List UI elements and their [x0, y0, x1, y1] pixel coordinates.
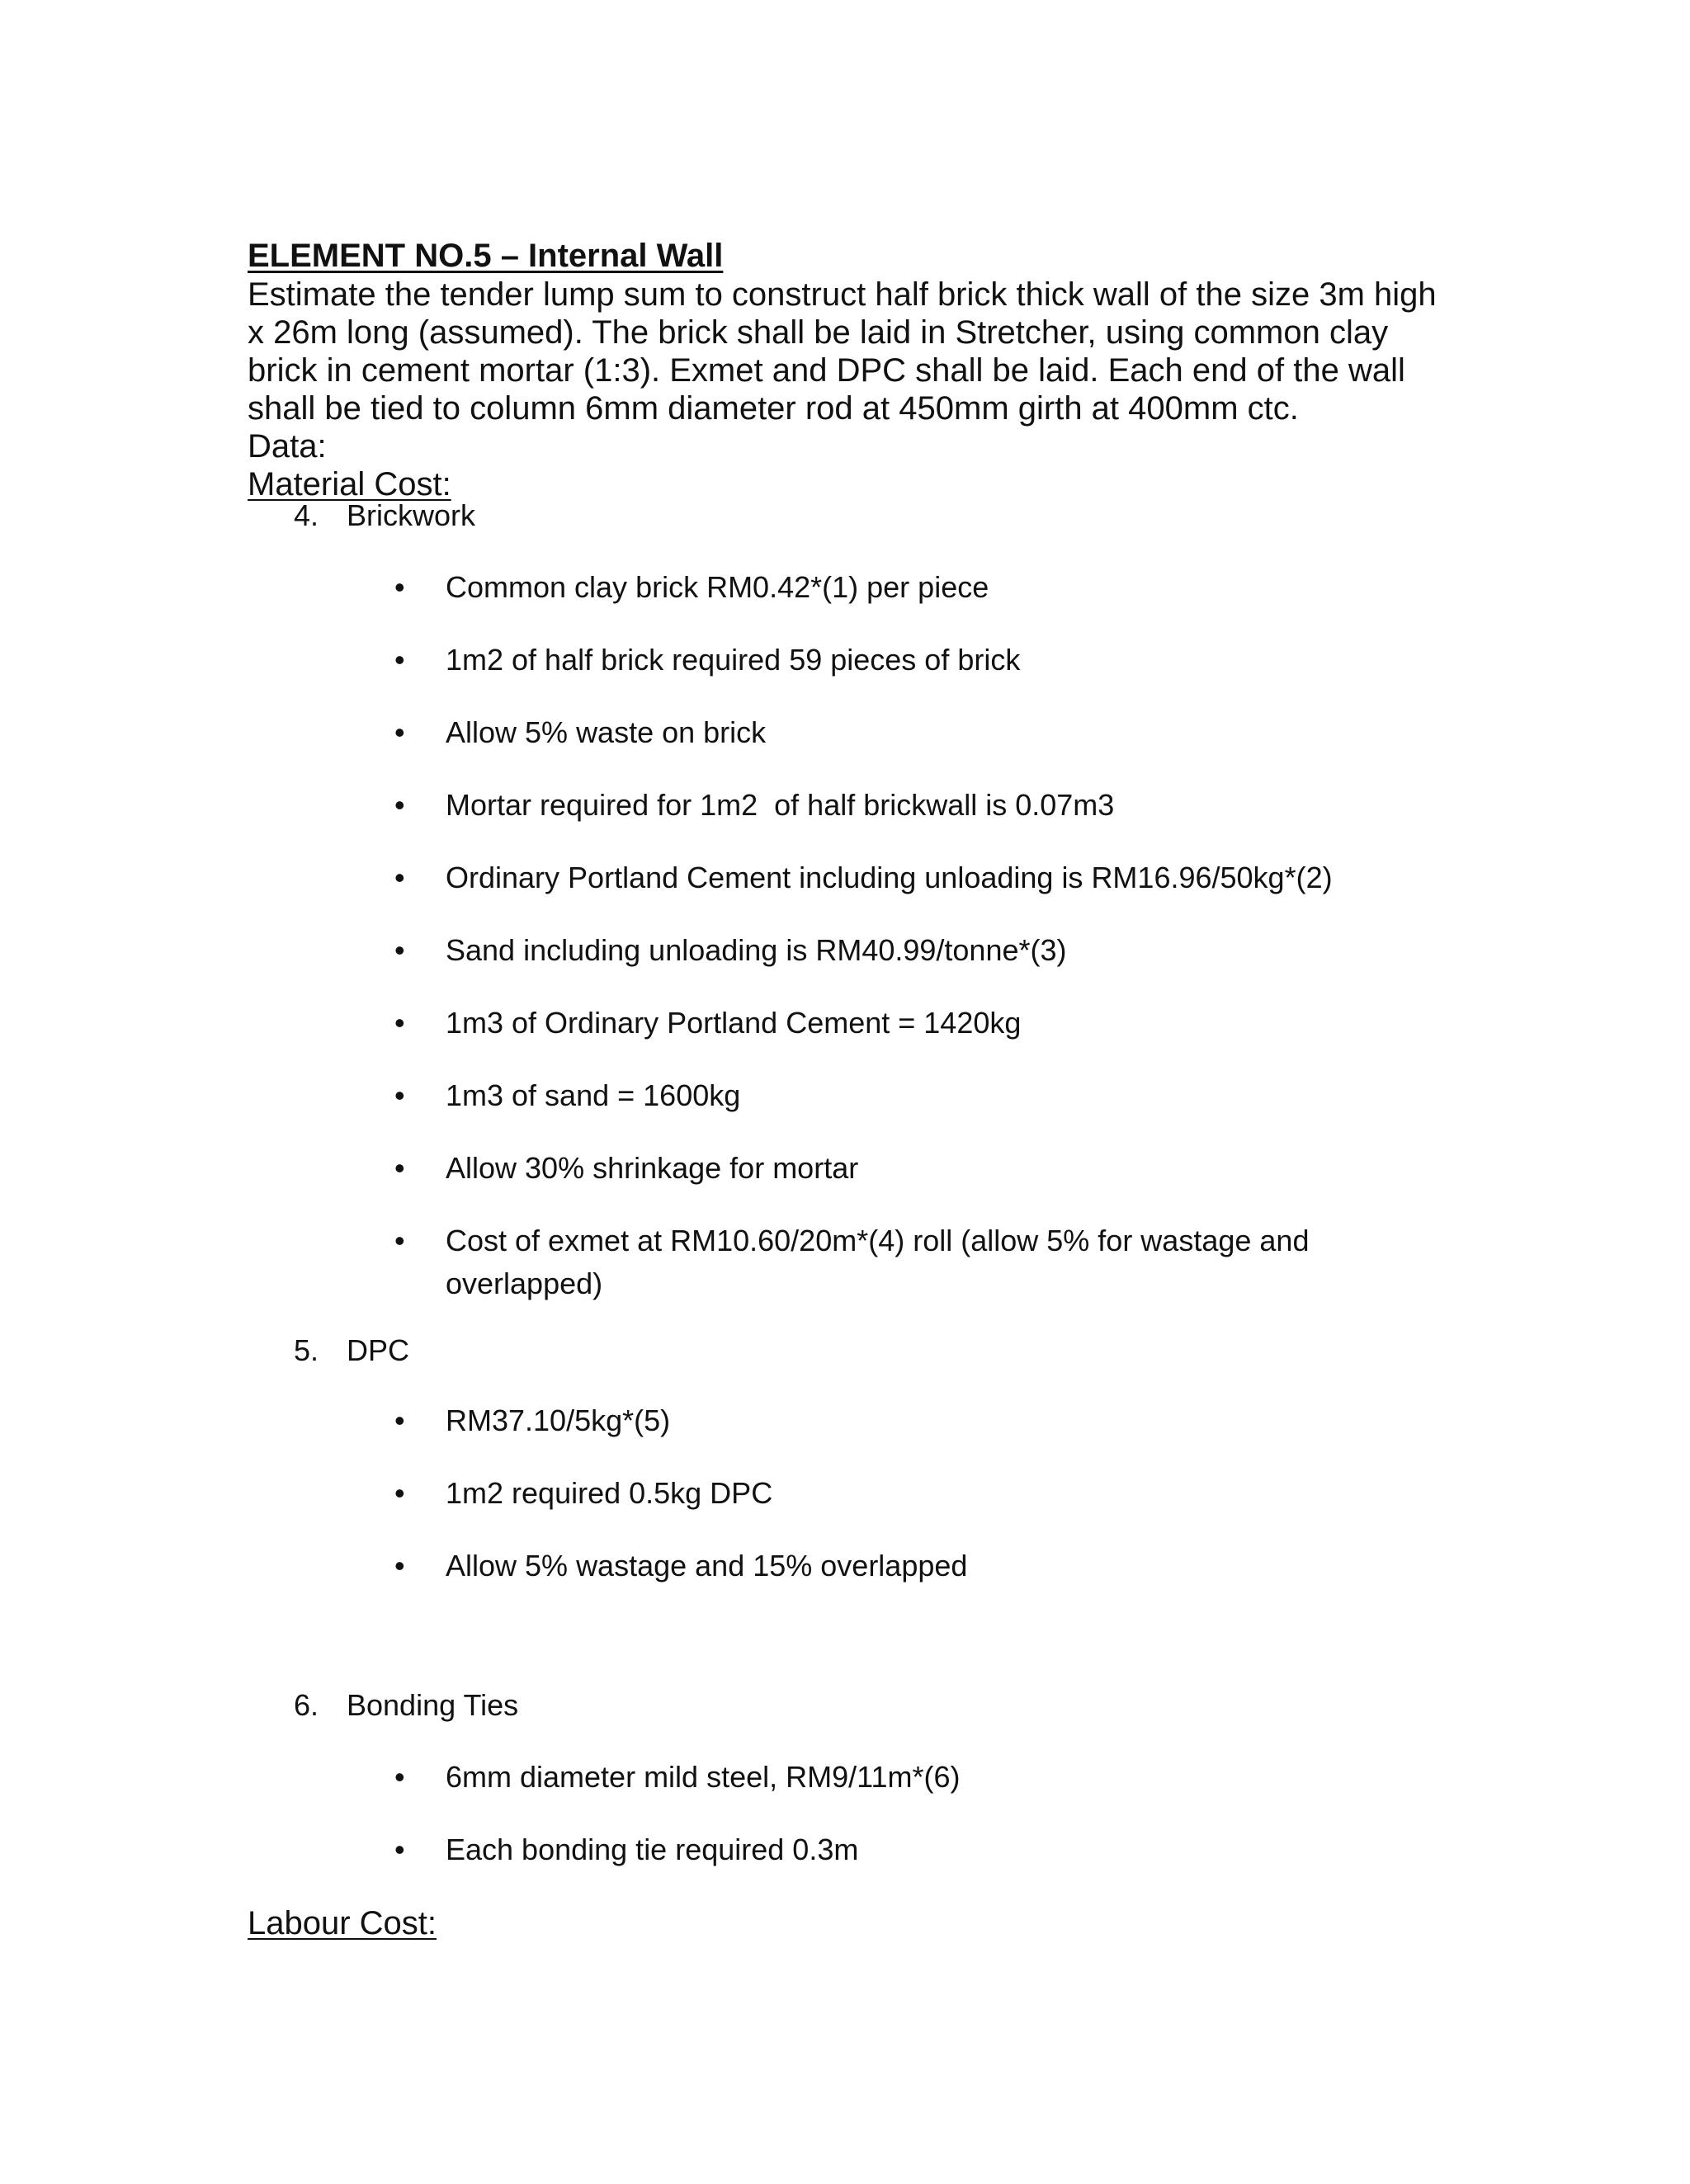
material-cost-label: Material Cost:	[248, 466, 451, 502]
section-brickwork	[294, 498, 475, 533]
section-number: 5.	[294, 1333, 319, 1367]
section-title: Bonding Ties	[347, 1688, 519, 1722]
bullet-icon: •	[394, 1006, 405, 1040]
bullet-icon: •	[394, 1224, 405, 1257]
list-item: • 1m2 of half brick required 59 pieces of brick	[394, 639, 1434, 682]
bullet-icon: •	[394, 1549, 405, 1583]
bullet-icon: •	[394, 570, 405, 604]
section-bonding-ties	[294, 1688, 518, 1723]
bullet-icon: •	[394, 715, 405, 749]
list-item: • RM37.10/5kg*(5)	[394, 1399, 1434, 1442]
list-item: • Ordinary Portland Cement including unloading is RM16.96/50kg*(2)	[394, 856, 1434, 899]
bullet-icon: •	[394, 1476, 405, 1510]
labour-cost-label: Labour Cost:	[248, 1905, 437, 1941]
bullet-icon: •	[394, 861, 405, 894]
section-number: 4.	[294, 498, 319, 532]
list-item: • Cost of exmet at RM10.60/20m*(4) roll (allow 5% for wastage and overlapped)	[394, 1219, 1434, 1305]
list-item: • 1m2 required 0.5kg DPC	[394, 1472, 1434, 1515]
section-number: 6.	[294, 1688, 319, 1722]
list-item: • 1m3 of sand = 1600kg	[394, 1074, 1434, 1117]
bullet-icon: •	[394, 1760, 405, 1794]
bullet-icon: •	[394, 788, 405, 822]
list-item: • Allow 5% wastage and 15% overlapped	[394, 1545, 1434, 1587]
bullet-icon: •	[394, 643, 405, 677]
data-label: Data:	[248, 428, 327, 465]
bullet-icon: •	[394, 1833, 405, 1866]
list-item: • 6mm diameter mild steel, RM9/11m*(6)	[394, 1756, 1434, 1799]
section-dpc	[294, 1333, 409, 1368]
section-title: DPC	[347, 1333, 410, 1367]
list-item: • Allow 5% waste on brick	[394, 711, 1434, 754]
section-title: Brickwork	[347, 498, 476, 532]
list-item: • Common clay brick RM0.42*(1) per piece	[394, 566, 1434, 609]
list-item: • 1m3 of Ordinary Portland Cement = 1420kg	[394, 1002, 1434, 1045]
bullet-icon: •	[394, 933, 405, 967]
element-heading: ELEMENT NO.5 – Internal Wall	[248, 238, 724, 274]
list-item: • Allow 30% shrinkage for mortar	[394, 1147, 1434, 1190]
list-item: • Mortar required for 1m2 of half brickwall is 0.07m3	[394, 784, 1434, 827]
bullet-icon: •	[394, 1151, 405, 1185]
list-item: • Sand including unloading is RM40.99/tonne*(3)	[394, 929, 1434, 972]
list-item: • Each bonding tie required 0.3m	[394, 1828, 1434, 1871]
intro-paragraph: Estimate the tender lump sum to construct half brick thick wall of the size 3m high x 26m long (assumed). The brick shall be laid in Stretcher, using common clay brick in cement mortar (1:3). Exmet and DPC shall be laid. Each end of the wall shall be tied to column 6mm diameter rod at 450mm girth at 400mm ctc.	[248, 276, 1437, 427]
bullet-icon: •	[394, 1078, 405, 1112]
bullet-icon: •	[394, 1403, 405, 1437]
